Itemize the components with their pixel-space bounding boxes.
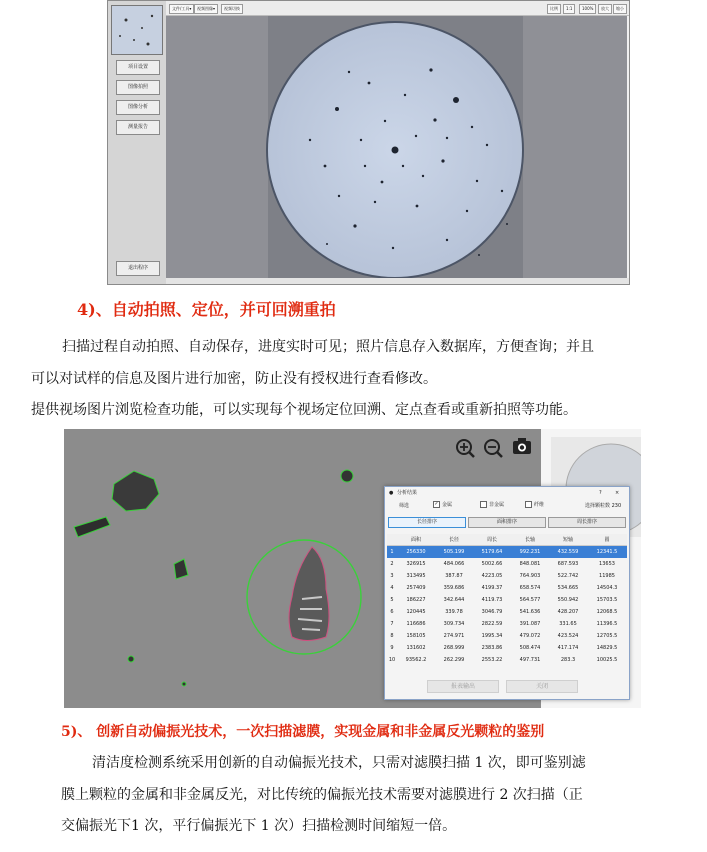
zoom-in-button[interactable]: 放大 (598, 4, 612, 14)
table-row[interactable] (387, 654, 627, 666)
table-cell: 508.474 (519, 645, 541, 651)
dialog-app-icon: ● (389, 490, 394, 496)
table-cell: 1995.34 (481, 633, 503, 639)
table-cell: 12705.5 (596, 633, 618, 639)
filter-thumbnail[interactable] (111, 5, 163, 55)
table-row[interactable] (387, 594, 627, 606)
table-row[interactable] (387, 582, 627, 594)
export-report-button[interactable]: 报表输出 (427, 680, 499, 693)
measurement-report-button[interactable]: 测量报告 (116, 120, 160, 135)
table-cell: 534.665 (557, 585, 579, 591)
table-cell: 4223.05 (481, 573, 503, 579)
table-cell: 12068.5 (596, 609, 618, 615)
column-header[interactable]: 短轴 (549, 534, 587, 546)
table-cell: 257409 (406, 585, 426, 591)
table-cell: 848.081 (519, 561, 541, 567)
table-cell: 14829.5 (596, 645, 618, 651)
table-cell: 262.299 (443, 657, 465, 663)
column-header[interactable]: 圆 (587, 534, 627, 546)
table-cell: 3046.79 (481, 609, 503, 615)
table-cell: 687.593 (557, 561, 579, 567)
column-header[interactable]: 长轴 (511, 534, 549, 546)
ratio-button[interactable]: 比例 (547, 4, 561, 14)
actual-size-button[interactable]: 1:1 (563, 4, 575, 14)
column-header[interactable]: 长径 (435, 534, 473, 546)
fiber-check-box (525, 501, 532, 508)
section4-line-2: 可以对试样的信息及图片进行加密，防止没有授权进行查看修改。 (31, 371, 437, 387)
table-row[interactable] (387, 618, 627, 630)
column-header (387, 534, 397, 546)
table-cell: 1 (387, 546, 397, 559)
table-cell: 13653 (599, 561, 615, 567)
table-row[interactable] (387, 606, 627, 618)
filter-image-viewer[interactable] (166, 16, 627, 278)
table-cell: 6 (390, 609, 394, 615)
video-switch-button[interactable]: 视频切换 (221, 4, 243, 14)
table-cell: 550.942 (557, 597, 579, 603)
fiber-checkbox[interactable] (525, 501, 544, 508)
table-cell: 387.87 (445, 573, 463, 579)
table-cell: 331.65 (559, 621, 577, 627)
table-cell: 2 (390, 561, 394, 567)
metal-label: 金属 (442, 502, 453, 508)
table-cell: 3 (390, 573, 394, 579)
table-cell: 11985 (599, 573, 615, 579)
table-cell: 5179.64 (473, 546, 511, 559)
table-cell: 764.903 (519, 573, 541, 579)
table-cell: 5002.66 (481, 561, 503, 567)
table-cell: 313495 (406, 573, 426, 579)
table-cell: 5 (390, 597, 394, 603)
table-cell: 15703.5 (596, 597, 618, 603)
status-bar (166, 278, 629, 284)
table-cell: 7 (390, 621, 394, 627)
toolbar (166, 1, 629, 16)
table-cell: 4199.37 (481, 585, 503, 591)
table-cell: 432.559 (549, 546, 587, 559)
table-cell: 158105 (406, 633, 426, 639)
table-row[interactable] (387, 546, 627, 559)
table-cell: 391.087 (519, 621, 541, 627)
selected-count-value: 230 (611, 503, 622, 509)
dialog-title: 分析结果 (397, 490, 418, 496)
exit-button[interactable]: 退出程序 (116, 261, 160, 276)
table-cell: 309.734 (443, 621, 465, 627)
selected-count (585, 502, 621, 509)
section5-line-3: 交偏振光下1 次，平行偏振光下 1 次）扫描检测时间缩短一倍。 (61, 818, 457, 834)
table-cell: 9 (390, 645, 394, 651)
table-cell: 564.577 (519, 597, 541, 603)
table-cell: 4119.73 (481, 597, 503, 603)
video-image-menu[interactable]: 视频图像▾ (194, 4, 218, 14)
table-cell: 522.742 (557, 573, 579, 579)
table-cell: 484.066 (443, 561, 465, 567)
section5-line-1: 清洁度检测系统采用创新的自动偏振光技术，只需对滤膜扫描 1 次，即可鉴别滤 (92, 755, 586, 771)
table-cell: 8 (390, 633, 394, 639)
table-cell: 423.524 (557, 633, 579, 639)
table-cell: 505.199 (435, 546, 473, 559)
filter-label: 筛选 (399, 503, 410, 509)
software-screenshot-capture (107, 0, 630, 285)
analysis-result-dialog[interactable] (384, 486, 630, 700)
image-capture-button[interactable]: 图像拍照 (116, 80, 160, 95)
table-cell: 274.971 (443, 633, 465, 639)
zoom-percent-button[interactable]: 100% (579, 4, 596, 14)
file-tools-menu[interactable]: 文件/工具▾ (169, 4, 194, 14)
nonmetal-label: 非金属 (489, 502, 505, 508)
table-cell: 2383.86 (481, 645, 503, 651)
fiber-label: 纤维 (534, 502, 545, 508)
close-icon[interactable]: × (615, 490, 620, 496)
table-cell: 120445 (406, 609, 426, 615)
metal-check-icon: ✓ (434, 501, 439, 507)
table-cell: 417.174 (557, 645, 579, 651)
table-cell: 339.78 (445, 609, 463, 615)
section4-line-1: 扫描过程自动拍照、自动保存，进度实时可见；照片信息存入数据库，方便查询；并且 (62, 339, 594, 355)
thumbnail-image (112, 6, 162, 54)
dialog-titlebar (385, 487, 629, 499)
table-cell: 541.636 (519, 609, 541, 615)
results-table[interactable] (387, 534, 627, 666)
section4-heading: 4)、自动拍照、定位，并可回溯重拍 (77, 300, 336, 319)
dialog-close-button[interactable]: 关闭 (506, 680, 578, 693)
table-cell: 11396.5 (596, 621, 618, 627)
table-cell: 14504.3 (596, 585, 618, 591)
table-cell: 131602 (406, 645, 426, 651)
column-header[interactable]: 面积 (397, 534, 435, 546)
filter-membrane-image (166, 16, 627, 278)
table-cell: 658.574 (519, 585, 541, 591)
selected-count-label: 选择颗粒数 (585, 503, 611, 509)
zoom-out-button[interactable]: 缩小 (613, 4, 627, 14)
table-cell: 992.231 (511, 546, 549, 559)
sort-by-perimeter-button[interactable]: 周长排序 (548, 517, 626, 528)
table-row[interactable] (387, 558, 627, 570)
table-cell: 326915 (406, 561, 426, 567)
project-settings-button[interactable]: 项目设置 (116, 60, 160, 75)
section4-line-3: 提供视场图片浏览检查功能，可以实现每个视场定位回溯、定点查看或重新拍照等功能。 (31, 402, 577, 418)
table-cell: 497.731 (519, 657, 541, 663)
table-cell: 4 (390, 585, 394, 591)
table-cell: 116686 (406, 621, 426, 627)
table-cell: 256330 (397, 546, 435, 559)
table-row[interactable] (387, 570, 627, 582)
image-analysis-button[interactable]: 图像分析 (116, 100, 160, 115)
table-header-row (387, 534, 627, 546)
sidebar (108, 1, 167, 284)
metal-checkbox[interactable] (433, 501, 452, 508)
table-cell: 93562.2 (405, 657, 427, 663)
table-cell: 342.644 (443, 597, 465, 603)
section5-heading: 5)、 创新自动偏振光技术，一次扫描滤膜，实现金属和非金属反光颗粒的鉴别 (61, 724, 545, 740)
help-icon[interactable]: ? (599, 490, 602, 496)
table-row[interactable] (387, 642, 627, 654)
section5-line-2: 膜上颗粒的金属和非金属反光，对比传统的偏振光技术需要对滤膜进行 2 次扫描（正 (61, 787, 583, 803)
nonmetal-checkbox[interactable] (480, 501, 504, 508)
table-cell: 12341.5 (587, 546, 627, 559)
sort-by-length-button[interactable]: 长径排序 (388, 517, 466, 528)
sort-by-area-button[interactable]: 面积排序 (468, 517, 546, 528)
table-cell: 268.999 (443, 645, 465, 651)
table-cell: 479.072 (519, 633, 541, 639)
table-cell: 428.207 (557, 609, 579, 615)
table-cell: 186227 (406, 597, 426, 603)
nonmetal-check-box (480, 501, 487, 508)
table-cell: 2553.22 (481, 657, 503, 663)
table-cell: 283.3 (560, 657, 576, 663)
table-cell: 10025.5 (596, 657, 618, 663)
table-cell: 10 (388, 657, 396, 663)
table-cell: 2822.59 (481, 621, 503, 627)
table-cell: 359.686 (443, 585, 465, 591)
column-header[interactable]: 周长 (473, 534, 511, 546)
table-row[interactable] (387, 630, 627, 642)
